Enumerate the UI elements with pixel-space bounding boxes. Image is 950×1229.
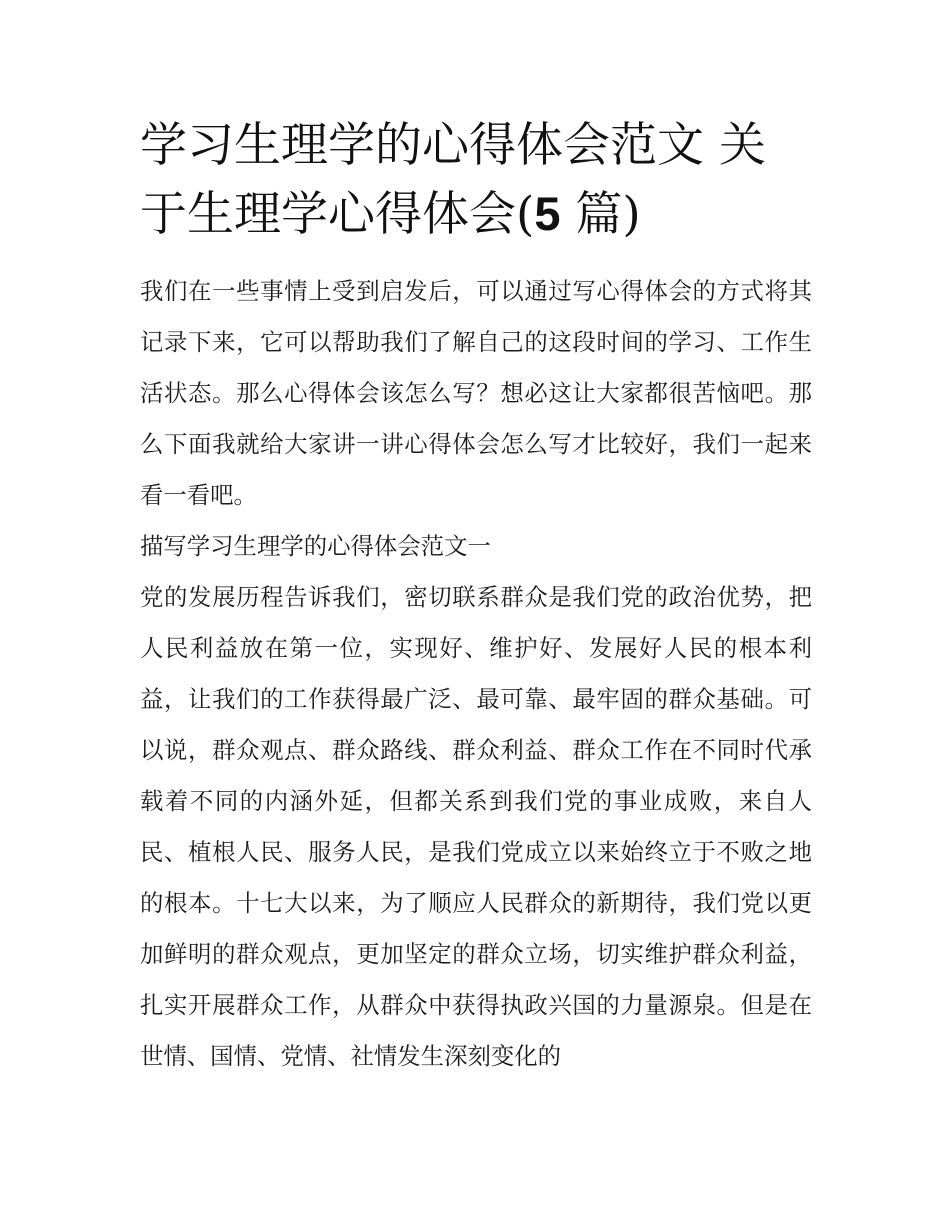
document-page [140, 112, 812, 1082]
title-text: 学习生理学的心得体会范文 关于生理学心得体会( [140, 118, 766, 242]
section-heading: 描写学习生理学的心得体会范文一 [140, 532, 491, 560]
intro-paragraph: 我们在一些事情上受到启发后，可以通过写心得体会的方式将其记录下来，它可以帮助我们了解自己的这段时间的学习、工作生活状态。那么心得体会该怎么写？想必这让大家都很苦恼吧。那么下面我就给大家讲一讲心得体会怎么写才比较好，我们一起来看一看吧。 [140, 277, 812, 509]
document-title [140, 112, 812, 249]
title-suffix: 篇) [560, 187, 641, 242]
body-paragraph: 党的发展历程告诉我们，密切联系群众是我们党的政治优势，把人民利益放在第一位，实现好、维护好、发展好人民的根本利益，让我们的工作获得最广泛、最可靠、最牢固的群众基础。可以说，群众观点、群众路线、群众利益、群众工作在不同时代承载着不同的内涵外延，但都关系到我们党的事业成败，来自人民、植根人民、服务人民，是我们党成立以来始终立于不败之地的根本。十七大以来，为了顺应人民群众的新期待，我们党以更加鲜明的群众观点，更加坚定的群众立场，切实维护群众利益，扎实开展群众工作，从群众中获得执政兴国的力量源泉。但是在世情、国情、党情、社情发生深刻变化的 [140, 583, 812, 1070]
title-number: 5 [534, 187, 561, 240]
